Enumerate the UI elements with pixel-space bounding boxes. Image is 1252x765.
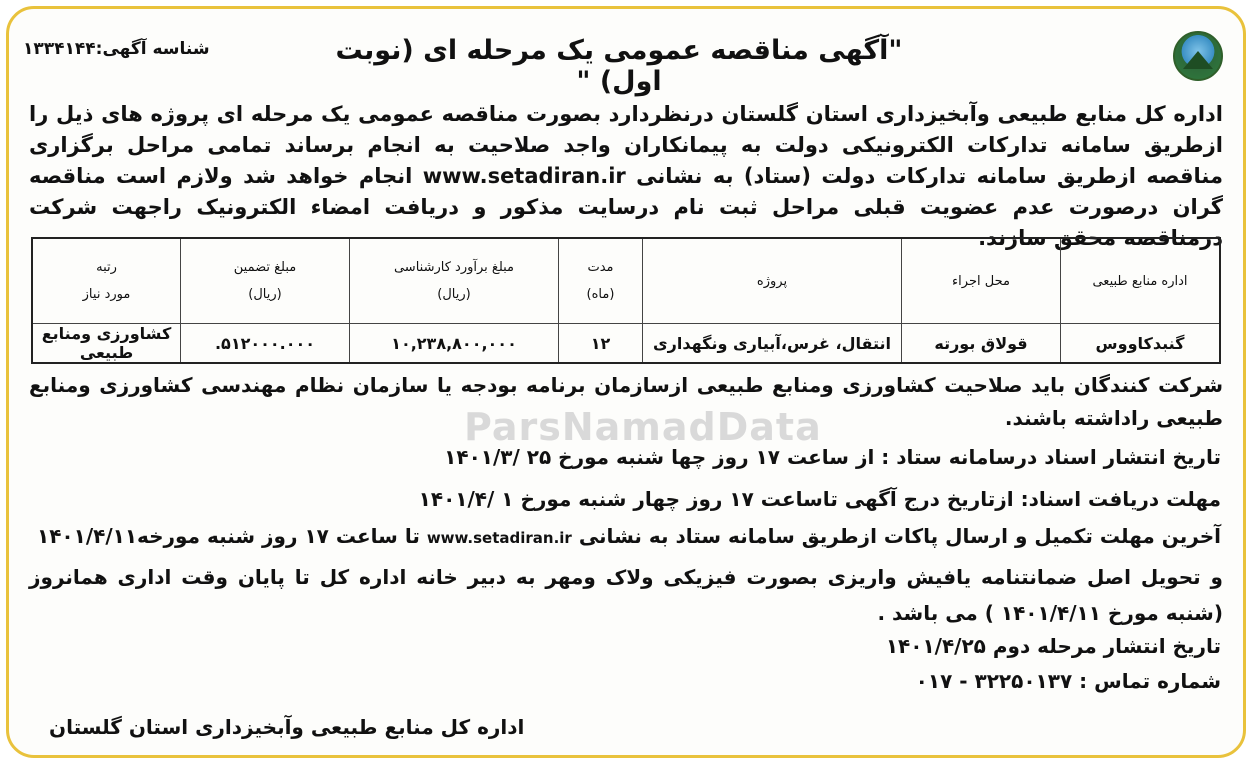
submission-line: آخرین مهلت تکمیل و ارسال پاکات ازطریق سامانه ستاد به نشانی www.setadiran.ir تا ساعت ۱۷ روز شنبه مورخه xyxy=(137,524,1221,548)
receive-deadline: مهلت دریافت اسناد: ازتاریخ درج آگهی تاساعت ۱۷ روز چهار شنبه مورخ ۱ /۱۴۰۱/۴ xyxy=(418,487,1221,511)
cell-duration: ۱۲ xyxy=(559,324,643,364)
cell-location: قولاق بورته xyxy=(902,324,1061,364)
header-guarantee: مبلغ تضمین (ریال) xyxy=(181,238,350,324)
table-row xyxy=(32,324,1220,364)
submission-url: www.setadiran.ir xyxy=(426,529,572,547)
notice-id: شناسه آگهی:۱۳۳۴۱۴۴ xyxy=(23,39,210,59)
watermark: ParsNamadData xyxy=(464,405,822,449)
cell-rank: کشاورزی ومنابع طبیعی xyxy=(32,324,181,364)
cell-guarantee: ۵۱۲۰۰۰.۰۰۰. xyxy=(181,324,350,364)
header-project: پروژه xyxy=(643,238,902,324)
second-stage-date: تاریخ انتشار مرحله دوم ۱۴۰۱/۴/۲۵ xyxy=(885,634,1221,658)
signature: اداره کل منابع طبیعی وآبخیزداری استان گلستان xyxy=(49,715,525,739)
tender-table xyxy=(31,237,1221,364)
header-office: اداره منابع طبیعی xyxy=(1061,238,1221,324)
contact-number: شماره تماس : ۳۲۲۵۰۱۳۷ - ۰۱۷ xyxy=(915,669,1221,693)
submission-continued: و تحویل اصل ضمانتنامه یافیش واریزی بصورت فیزیکی ولاک ومهر به دبیر خانه اداره کل تا پایان وقت اداری همانروز (شنبه مورخ ۱۴۰۱/۴/۱۱ ) می باشد . xyxy=(29,565,1223,625)
intro-paragraph: اداره کل منابع طبیعی وآبخیزداری استان گلستان درنظردارد بصورت مناقصه عمومی یک مرحله ای پروژه های ذیل را ازطریق سامانه تدارکات الکترونیکی دولت به پیمانکاران واجد صلاحیت به انجام برساند تمامی مراحل برگزاری مناقصه ازطریق سامانه تدارکات دولت (ستاد) به نشانی www.setadiran.ir انجام خواهد شد ولازم است مناقصه گران درصورت عدم عضویت قبلی مراحل ثبت نام درسایت مذکور و دریافت امضاء الکترونیک راجهت شرکت درمناقصه محقق سازند. xyxy=(29,102,1223,250)
cell-project: انتقال، غرس،آبیاری ونگهداری xyxy=(643,324,902,364)
qualification-paragraph: شرکت کنندگان باید صلاحیت کشاورزی ومنابع طبیعی ازسازمان برنامه بودجه یا سازمان نظام مهندسی کشاورزی ومنابع طبیعی راداشته باشند. xyxy=(29,373,1223,430)
notice-title: "آگهی مناقصه عمومی یک مرحله ای (نوبت اول) " xyxy=(335,35,903,97)
header-estimate: مبلغ برآورد کارشناسی (ریال) xyxy=(350,238,559,324)
cell-office: گنبدکاووس xyxy=(1061,324,1221,364)
notice-frame xyxy=(6,6,1246,758)
submission-date: ۱۴۰۱/۴/۱۱ xyxy=(37,524,138,548)
header-duration: مدت (ماه) xyxy=(559,238,643,324)
cell-estimate: ۱۰,۲۳۸,۸۰۰,۰۰۰ xyxy=(350,324,559,364)
header-location: محل اجراء xyxy=(902,238,1061,324)
organization-logo-icon xyxy=(1173,31,1223,81)
header-rank: رتبه مورد نیاز xyxy=(32,238,181,324)
publish-date: تاریخ انتشار اسناد درسامانه ستاد : از ساعت ۱۷ روز چها شنبه مورخ ۲۵ /۱۴۰۱/۳ xyxy=(444,445,1221,469)
table-header-row xyxy=(32,238,1220,324)
